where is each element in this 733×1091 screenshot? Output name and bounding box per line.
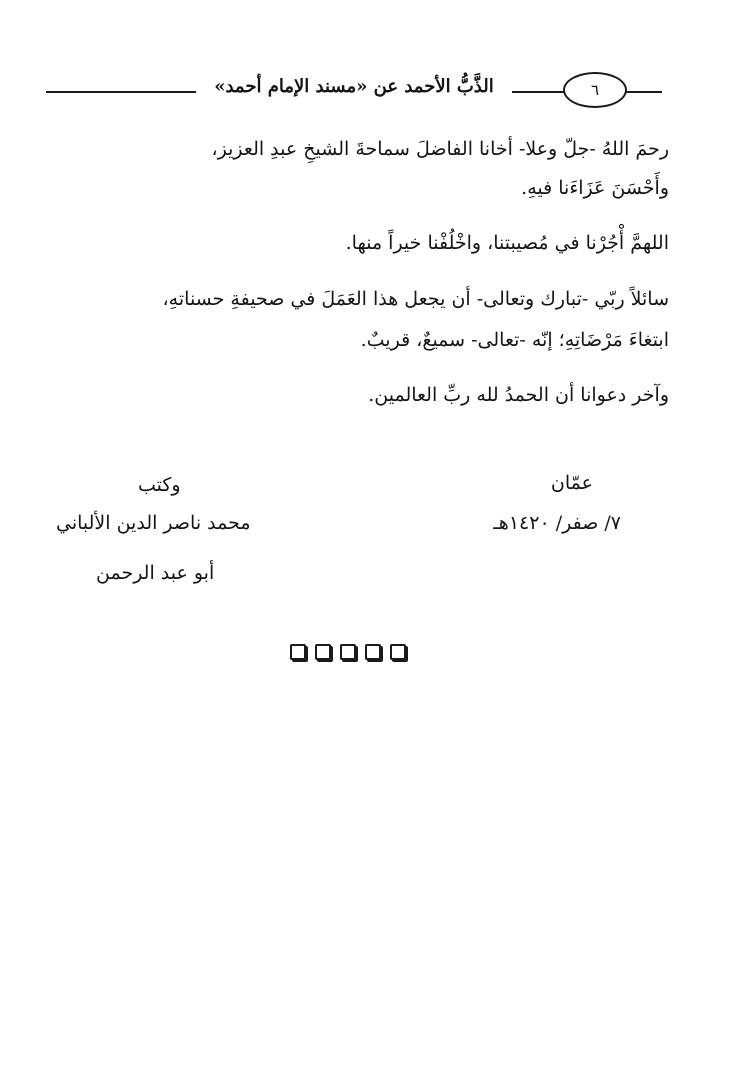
paragraph-1-line-1: رحمَ اللهُ -جلّ وعلا- أخانا الفاضلَ سماحةَ الشيخِ عبدِ العزيز، (211, 138, 669, 160)
signature-wrote-label: وكتب (138, 474, 181, 496)
paragraph-1-line-2: وأَحْسَنَ عَزَاءَنا فيهِ. (521, 177, 669, 199)
paragraph-3-line-2: ابتغاءَ مَرْضَاتِهِ؛ إنّه -تعالى- سميعٌ، قريبٌ. (360, 329, 669, 351)
signature-author-kunya: أبو عبد الرحمن (96, 562, 215, 584)
end-mark-square-icon (340, 644, 356, 660)
paragraph-4: وآخر دعوانا أن الحمدُ لله ربِّ العالمين. (368, 384, 669, 406)
end-of-section-marks (290, 644, 406, 660)
end-mark-square-icon (290, 644, 306, 660)
paragraph-3-line-1: سائلاً ربّي -تبارك وتعالى- أن يجعل هذا العَمَلَ في صحيفةِ حسناتهِ، (162, 288, 669, 310)
running-header-title: الذَّبُّ الأحمد عن «مسند الإمام أحمد» (214, 76, 494, 97)
page-number: ٦ (563, 72, 627, 108)
signature-place: عمّان (550, 472, 593, 494)
header-rule-right (626, 91, 662, 93)
header-rule-left (46, 91, 196, 93)
header-rule-middle (512, 91, 564, 93)
signature-author-name: محمد ناصر الدين الألباني (56, 512, 251, 534)
end-mark-square-icon (390, 644, 406, 660)
paragraph-2: اللهمَّ أْجُرْنا في مُصيبتنا، واخْلُفْنا خيراً منها. (345, 232, 669, 254)
signature-date: ٧/ صفر/ ١٤٢٠هـ (493, 512, 621, 534)
end-mark-square-icon (315, 644, 331, 660)
end-mark-square-icon (365, 644, 381, 660)
